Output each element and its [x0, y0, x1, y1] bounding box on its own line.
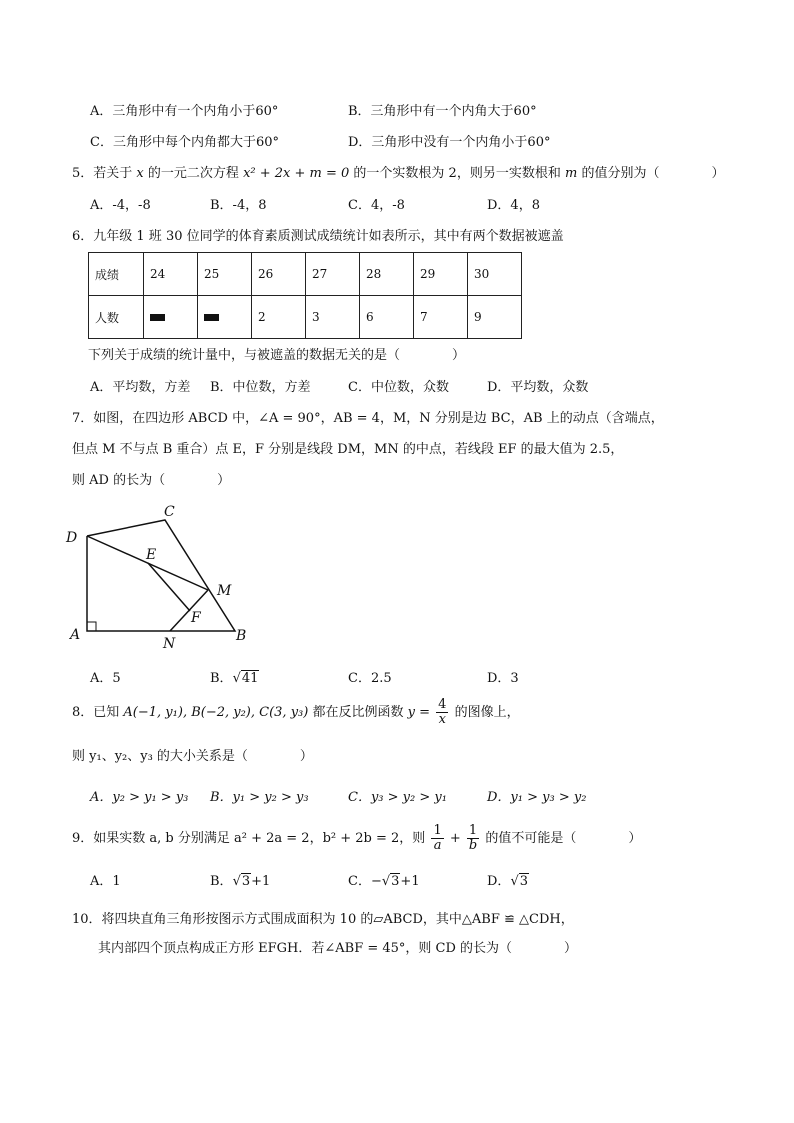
covered-block: [150, 314, 165, 321]
q9-fraction-a-num: 1: [433, 823, 442, 838]
q6-option-d: D．平均数，众数: [487, 380, 589, 395]
label-f: F: [191, 610, 201, 626]
q7-line2: 但点 M 不与点 B 重合）点 E，F 分别是线段 DM，MN 的中点，若线段 EF 的最大值为 2.5，: [72, 442, 624, 457]
label-b: B: [236, 628, 247, 644]
table-cell: 6: [360, 296, 414, 339]
q9-option-c-radicand: 3: [391, 874, 400, 889]
table-cell: 9: [468, 296, 522, 339]
q9-option-a: A．1: [90, 874, 121, 889]
q5-mid1: 的一元二次方程: [147, 166, 239, 181]
label-e: E: [146, 547, 157, 563]
q5-equation: x² + 2x + m = 0: [243, 166, 350, 181]
table-cell: 29: [414, 253, 468, 296]
q4-option-b: B．三角形中有一个内角大于60°: [348, 104, 537, 119]
q8-lead: 8．已知: [72, 705, 120, 720]
table-cell: 30: [468, 253, 522, 296]
q7-option-c: C．2.5: [348, 671, 392, 686]
q7-option-d: D．3: [487, 671, 519, 686]
q9-option-b-suffix: +1: [251, 874, 271, 889]
table-cell: 25: [198, 253, 252, 296]
q5-lead: 5．若关于: [72, 166, 133, 181]
table-cell: 28: [360, 253, 414, 296]
q4-option-a: A．三角形中有一个内角小于60°: [90, 104, 279, 119]
q8-option-c: C．y₃ > y₂ > y₁: [348, 790, 447, 805]
table-cell: 26: [252, 253, 306, 296]
q9-option-b-radicand: 3: [241, 874, 251, 889]
q6-option-a: A．平均数，方差: [90, 380, 191, 395]
covered-block: [204, 314, 219, 321]
table-cell: 24: [144, 253, 198, 296]
table-cell-covered: [144, 296, 198, 339]
q10-line1: 10．将四块直角三角形按图示方式围成面积为 10 的▱ABCD，其中△ABF ≌ △CDH，: [72, 912, 574, 927]
q9-option-c-prefix: C．−: [348, 874, 382, 889]
q7-line3: 则 AD 的长为（ ）: [72, 473, 231, 488]
q7-line1: 7．如图，在四边形 ABCD 中，∠A = 90°，AB = 4，M，N 分别是边 BC，AB 上的动点（含端点，: [72, 411, 664, 426]
table-cell: 2: [252, 296, 306, 339]
q8-fn-lhs: y =: [407, 705, 431, 720]
q5-var-m: m: [564, 166, 578, 181]
q8-fraction-den: x: [438, 712, 446, 727]
q6-stem: 6．九年级 1 班 30 位同学的体育素质测试成绩统计如表所示，其中有两个数据被遮盖: [72, 229, 564, 244]
q8-mid: 都在反比例函数: [312, 705, 404, 720]
table-row-scores: [89, 253, 522, 296]
q6-option-b: B．中位数，方差: [210, 380, 311, 395]
segment-dm: [87, 536, 208, 590]
q5-option-a: A．-4，-8: [90, 198, 151, 213]
q8-fraction: [436, 698, 448, 727]
table-cell-covered: [198, 296, 252, 339]
q5-mid2: 的一个实数根为 2，则另一实数根和: [353, 166, 561, 181]
q9-lead: 9．如果实数 a, b 分别满足 a² + 2a = 2，b² + 2b = 2，则: [72, 831, 426, 846]
q5-stem: [72, 165, 724, 183]
label-a: A: [70, 627, 81, 643]
q9-fraction-b: [467, 824, 479, 853]
q8-line2: 则 y₁、y₂、y₃ 的大小关系是（ ）: [72, 749, 313, 764]
q7-option-b-radicand: 41: [241, 671, 259, 686]
q9-option-d-prefix: D．: [487, 874, 511, 889]
q5-option-c: C．4，-8: [348, 198, 405, 213]
q8-option-a: A．y₂ > y₁ > y₃: [90, 790, 189, 805]
q10-line2: 其内部四个顶点构成正方形 EFGH．若∠ABF = 45°，则 CD 的长为（ ）: [98, 941, 578, 956]
q4-option-d: D．三角形中没有一个内角小于60°: [348, 135, 551, 150]
q8-option-b: B．y₁ > y₂ > y₃: [210, 790, 309, 805]
q6-option-c: C．中位数，众数: [348, 380, 449, 395]
score-table: [88, 252, 522, 339]
q7-option-b-prefix: B．: [210, 671, 233, 686]
q9-tail: 的值不可能是（ ）: [485, 831, 642, 846]
q9-option-d-radicand: 3: [519, 874, 529, 889]
q5-var-x: x: [136, 166, 144, 181]
q9-plus: +: [449, 831, 461, 846]
q9-option-b-prefix: B．: [210, 874, 233, 889]
label-m: M: [217, 583, 232, 599]
q5-tail: 的值分别为（ ）: [581, 166, 725, 181]
q9-option-c-suffix: +1: [400, 874, 420, 889]
q9-fraction-b-den: b: [468, 838, 478, 853]
figure-quadrilateral-outline: [87, 520, 235, 631]
q9-stem: [72, 823, 641, 855]
q9-option-d: D．√3: [487, 874, 529, 889]
q9-fraction-a-den: a: [433, 838, 442, 853]
quadrilateral-figure: [60, 498, 280, 658]
q9-fraction-b-num: 1: [468, 823, 478, 838]
table-header-score: 成绩: [89, 253, 144, 296]
table-header-count: 人数: [89, 296, 144, 339]
label-d: D: [66, 530, 78, 546]
q8-tail: 的图像上，: [454, 705, 520, 720]
table-row-counts: [89, 296, 522, 339]
q8-option-d: D．y₁ > y₃ > y₂: [487, 790, 587, 805]
label-n: N: [163, 636, 176, 652]
q8-stem: [72, 697, 520, 729]
q7-option-b: B．√41: [210, 671, 259, 686]
q9-option-c: C．−√3+1: [348, 874, 420, 889]
q8-points: A(−1, y₁), B(−2, y₂), C(3, y₃): [123, 705, 309, 720]
q6-question: 下列关于成绩的统计量中，与被遮盖的数据无关的是（ ）: [88, 348, 466, 363]
q9-option-b: B．√3+1: [210, 874, 271, 889]
table-cell: 3: [306, 296, 360, 339]
right-angle-mark: [87, 622, 96, 631]
q5-option-b: B．-4，8: [210, 198, 267, 213]
table-cell: 27: [306, 253, 360, 296]
q8-fraction-num: 4: [438, 697, 447, 712]
segment-ef: [148, 563, 190, 611]
label-c: C: [164, 504, 175, 520]
q9-fraction-a: [431, 824, 443, 853]
q5-option-d: D．4，8: [487, 198, 540, 213]
q7-option-a: A．5: [90, 671, 121, 686]
table-cell: 7: [414, 296, 468, 339]
q4-option-c: C．三角形中每个内角都大于60°: [90, 135, 279, 150]
